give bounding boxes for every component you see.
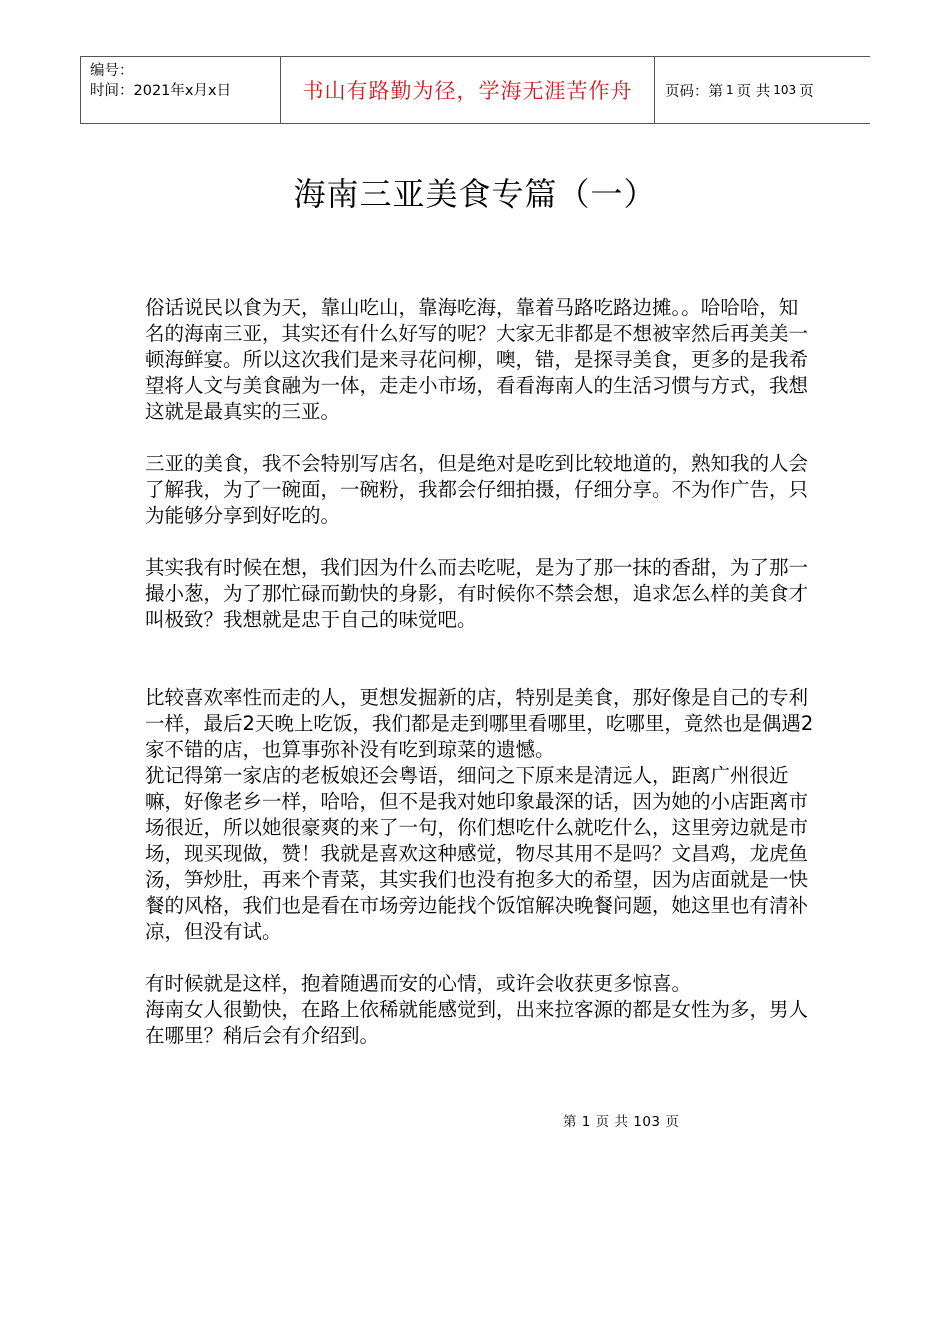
page-current: 1: [726, 83, 734, 97]
paragraph-exploring: 比较喜欢率性而走的人，更想发掘新的店，特别是美食，那好像是自己的专利一样，最后2天晚上吃饭，我们都是走到哪里看哪里，吃哪里，竟然也是偶遇2家不错的店，也算事弥补没有吃到琼菜的遗憾。: [145, 686, 814, 761]
paragraph-serendipity: 有时候就是这样，抱着随遇而安的心情，或许会收获更多惊喜。: [145, 972, 692, 995]
page-suffix: 页: [799, 83, 814, 100]
page-total: 103: [773, 83, 797, 97]
document-number-label: 编号：: [90, 63, 134, 79]
paragraph-intro: 俗话说民以食为天，靠山吃山，靠海吃海，靠着马路吃路边摊。。哈哈哈，知名的海南三亚，其实还有什么好写的呢？大家无非都是不想被宰然后再美美一顿海鲜宴。所以这次我们是来寻花问柳，噢，错，是探寻美食，更多的是我希望将人文与美食融为一体，走走小市场，看看海南人的生活习惯与方式，我想这就是最真实的三亚。: [145, 296, 809, 423]
document-date-label: 时间：2021年x月x日: [90, 83, 232, 99]
header-motto: 书山有路勤为径，学海无涯苦作舟: [302, 79, 633, 103]
paragraph-reflection: 其实我有时候在想，我们因为什么而去吃呢，是为了那一抹的香甜，为了那一撮小葱，为了那忙碌而勤快的身影，有时候你不禁会想，追求怎么样的美食才叫极致？我想就是忠于自己的味觉吧。: [145, 556, 809, 631]
paragraph-food-notes: 三亚的美食，我不会特别写店名，但是绝对是吃到比较地道的，熟知我的人会了解我，为了一碗面，一碗粉，我都会仔细拍摄，仔细分享。不为作广告，只为能够分享到好吃的。: [145, 452, 809, 527]
paragraph-hainan-women: 海南女人很勤快，在路上依稀就能感觉到，出来拉客源的都是女性为多，男人在哪里？稍后会有介绍到。: [145, 998, 809, 1047]
header-motto-cell: [281, 57, 655, 123]
header-page-cell: [655, 57, 870, 123]
header-table: [80, 56, 870, 124]
page-title: 海南三亚美食专篇（一）: [293, 175, 657, 213]
page-footer: 第 1 页 共 103 页: [563, 1114, 680, 1130]
page-mid: 页 共: [736, 83, 771, 100]
page-prefix: 页码：第: [665, 83, 723, 100]
article-body: [145, 295, 815, 1049]
paragraph-first-shop: 犹记得第一家店的老板娘还会粤语，细问之下原来是清远人，距离广州很近嘛，好像老乡一样，哈哈，但不是我对她印象最深的话，因为她的小店距离市场很近，所以她很豪爽的来了一句，你们想吃什么就吃什么，这里旁边就是市场，现买现做，赞！我就是喜欢这种感觉，物尽其用不是吗？文昌鸡，龙虎鱼汤，笋炒肚，再来个青菜，其实我们也没有抱多大的希望，因为店面就是一快餐的风格，我们也是看在市场旁边能找个饭馆解决晚餐问题，她这里也有清补凉，但没有试。: [145, 764, 809, 943]
header-meta-cell: [81, 57, 281, 123]
